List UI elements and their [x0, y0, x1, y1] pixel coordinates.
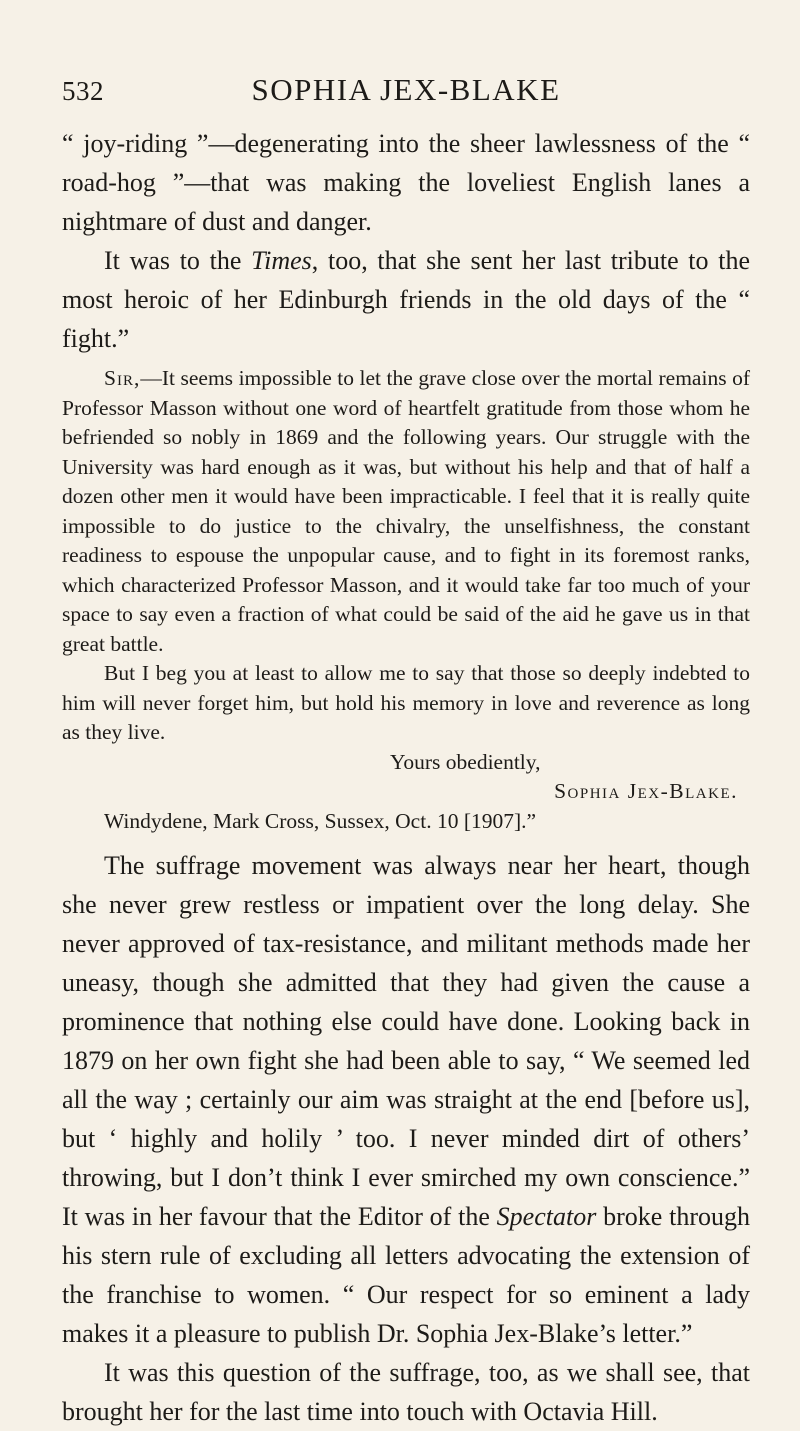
running-title: SOPHIA JEX-BLAKE	[251, 72, 561, 107]
letter-salutation: Sir,	[104, 366, 141, 390]
paragraph-text: , too, that she sent her last tribute to the most heroic of her Edinburgh friends in the old days of the “ fight.”	[62, 246, 750, 353]
letter-paragraph: But I beg you at least to allow me to say that those so deeply indebted to him will never forget him, but hold his memory in love and reverence as long as they live.	[62, 661, 750, 744]
paragraph-times	[62, 241, 750, 358]
paragraph-text: broke through his stern rule of excluding all letters advocating the extension of the franchise to women. “ Our respect for so eminent a lady makes it a pleasure to publish Dr. Sophia Jex-Blake’s letter.”	[62, 1202, 750, 1348]
paragraph-continuation: “ joy-riding ”—degenerating into the sheer lawlessness of the “ road-hog ”—that was making the loveliest English lanes a nightmare of dust and danger.	[62, 129, 750, 236]
letter-text: —It seems impossible to let the grave close over the mortal remains of Professor Masson without one word of heartfelt gratitude from those whom he befriended so nobly in 1869 and the following years. Our struggle with the University was hard enough as it was, but without his help and that of half a dozen other men it would have been impracticable. I feel that it is really quite impossible to do justice to the chivalry, the unselfishness, the constant readiness to espouse the unpopular cause, and to fight in its foremost ranks, which characterized Professor Masson, and it would take far too much of your space to say even a fraction of what could be said of the aid he gave us in that great battle.	[62, 366, 750, 656]
page-header	[62, 72, 750, 112]
paragraph-text: The suffrage movement was always near her heart, though she never grew restless or impatient over the long delay. She never approved of tax-resistance, and militant methods made her uneasy, though she admitted that they had given the cause a prominence that nothing else could have done. Looking back in 1879 on her own fight she had been able to say, “ We seemed led all the way ; certainly our aim was straight at the end [before us], but ‘ highly and holily ’ too. I never minded dirt of others’ throwing, but I don’t think I ever smirched my own conscience.” It was in her favour that the Editor of the	[62, 851, 750, 1231]
page-body	[62, 124, 750, 1431]
quoted-letter	[62, 364, 750, 836]
paragraph-octavia: It was this question of the suffrage, too, as we shall see, that brought her for the last time into touch with Octavia Hill.	[62, 1358, 750, 1426]
letter-address: Windydene, Mark Cross, Sussex, Oct. 10 [1907].”	[104, 808, 537, 833]
paragraph-suffrage	[62, 846, 750, 1353]
paragraph-text: It was to the	[104, 246, 252, 275]
newspaper-title: Spectator	[496, 1202, 597, 1231]
letter-signature: Sophia Jex-Blake.	[554, 779, 738, 803]
page-number: 532	[62, 76, 104, 106]
letter-paragraph	[62, 364, 750, 659]
letter-closing: Yours obediently,	[390, 749, 541, 774]
newspaper-title: Times	[251, 246, 312, 275]
spacer	[62, 836, 750, 846]
